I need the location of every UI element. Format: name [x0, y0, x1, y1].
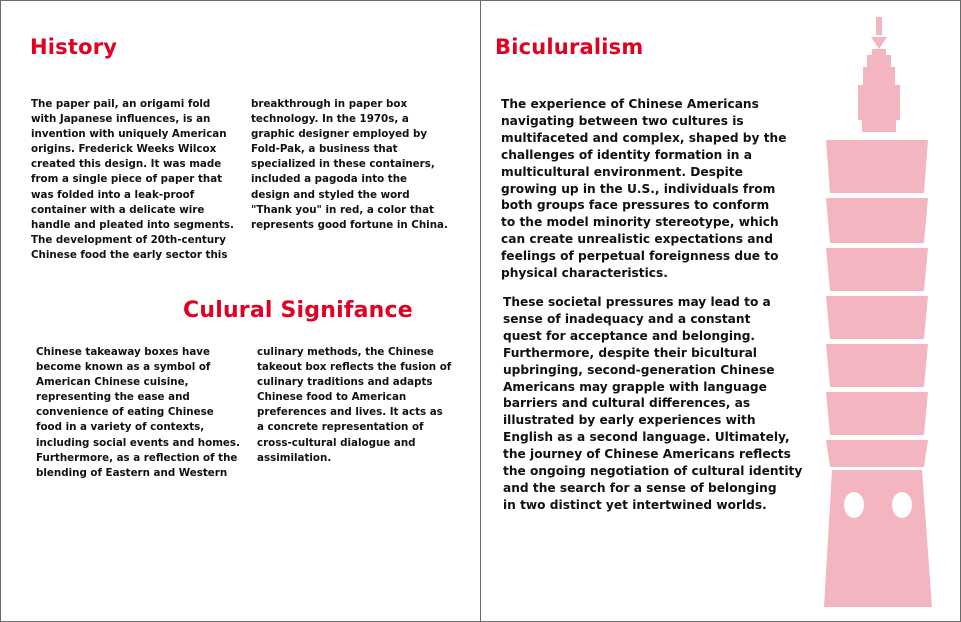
cultural-text-column-2: culinary methods, the Chinese takeout box reflects the fusion of culinary traditions and adapts Chinese food to American preferences and lives. It acts as a concrete representation of cross-cultural dialogue and assimilation. [257, 346, 452, 464]
cultural-text-column-1: Chinese takeaway boxes have become known as a symbol of American Chinese cuisine, representing the ease and convenience of eating Chinese food in a variety of contexts, including social events and homes. Furthermore, as a reflection of the blending of Eastern and Western [36, 346, 240, 479]
biculturalism-heading: Biculuralism [495, 35, 644, 59]
biculturalism-paragraph-1: The experience of Chinese Americans navigating between two cultures is multifaceted and complex, shaped by the challenges of identity formation in a multicultural environment. Despite growing up in the U.S., individuals from both groups face pressures to conform to the model minority stereotype, which can create unrealistic expectations and feelings of perpetual foreignness due to physical characteristics. [501, 97, 787, 281]
history-text-column-1: The paper pail, an origami fold with Japanese influences, is an invention with uniquely American origins. Frederick Weeks Wilcox created this design. It was made from a single piece of paper that was folded into a leak-proof container with a delicate wire handle and pleated into segments. The development of 20th-century Chinese food the early sector this [31, 98, 234, 261]
pagoda-tower-icon [822, 15, 934, 610]
cultural-significance-heading: Culural Signifance [183, 298, 413, 323]
history-text-column-2: breakthrough in paper box technology. In the 1970s, a graphic designer employed by Fold-Pak, a business that specialized in these containers, included a pagoda into the design and styled the word "Thank you" in red, a color that represents good fortune in China. [251, 98, 448, 231]
biculturalism-paragraph-2: These societal pressures may lead to a sense of inadequacy and a constant quest for acceptance and belonging. Furthermore, despite their bicultural upbringing, second-generation Chinese Americans may grapple with language barriers and cultural differences, as illustrated by early experiences with English as a second language. Ultimately, the journey of Chinese Americans reflects the ongoing negotiation of cultural identity and the search for a sense of belonging in two distinct yet intertwined worlds. [503, 295, 803, 512]
history-heading: History [30, 35, 118, 59]
